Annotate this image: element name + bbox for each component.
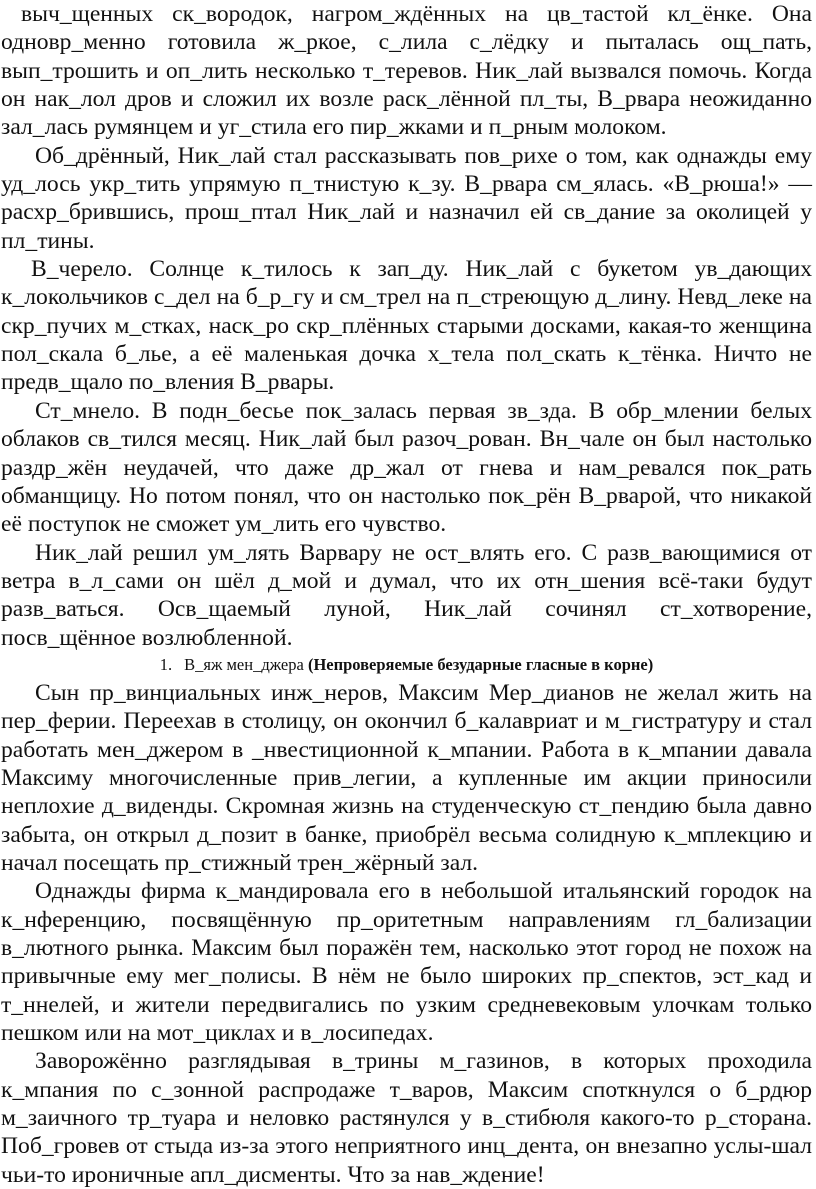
paragraph: Заворожённо разглядывая в_трины м_газинов, в которых проходила к_мпания по с_зонной распродаже т_варов, Максим споткнулся о б_рдюр м_заичного тр_туара и неловко растянулся у в_стибюля какого-то р_сторана. Поб_гровев от стыда из-за этого неприятного инц_дента, он внезапно услы-шал чьи-то ироничные апл_дисменты. Что за нав_ждение! xyxy=(1,1048,812,1188)
paragraph: Сын пр_винциальных инж_неров, Максим Мер_дианов не желал жить на пер_ферии. Переехав в столицу, он окончил б_калавриат и м_гистратуру и стал работать мен_джером в _нвестиционной к_мпании. Работа в к_мпании давала Максиму многочисленные прив_легии, а купленные им акции приносили неплохие д_виденды. Скромная жизнь на студенческую ст_пендию была давно забыта, он открыл д_позит в банке, приобрёл весьма солидную к_мплекцию и начал посещать пр_стижный трен_жёрный зал. xyxy=(1,679,812,876)
paragraph: выч_щенных ск_вородок, нагром_ждённых на цв_тастой кл_ёнке. Она одновр_менно готовила ж_ркое, с_лила с_лёдку и пыталась ощ_пать, вып_трошить и оп_лить несколько т_теревов. Ник_лай вызвался помочь. Когда он нак_лол дров и сложил их возле раск_лённой пл_ты, В_рвара неожиданно зал_лась румянцем и уг_стила его пир_жками и п_рным молоком. xyxy=(1,1,812,141)
section-number: 1. xyxy=(159,654,173,674)
section-heading xyxy=(1,654,812,676)
paragraph: Однажды фирма к_мандировала его в небольшой итальянский городок на к_нференцию, посвящённую пр_оритетным направлениям гл_бализации в_лютного рынка. Максим был поражён тем, насколько этот город не похож на привычные ему мег_полисы. В нём не было широких пр_спектов, эст_кад и т_ннелей, и жители передвигались по узким средневековым улочкам только пешком или на мот_циклах и в_лосипедах. xyxy=(1,878,812,1047)
section-rule: (Непроверяемые безударные гласные в корне) xyxy=(307,654,654,674)
paragraph: В_черело. Солнце к_тилось к зап_ду. Ник_лай с букетом ув_дающих к_локольчиков с_дел на б_р_гу и см_трел на п_стреющую д_лину. Невд_леке на скр_пучих м_стках, наск_ро скр_плённых старыми досками, какая-то женщина пол_скала б_лье, а её маленькая дочка х_тела пол_скать к_тёнка. Ничто не предв_щало по_вления В_рвары. xyxy=(1,256,812,396)
paragraph: Ст_мнело. В подн_бесье пок_залась первая зв_зда. В обр_млении белых облаков св_тился месяц. Ник_лай был разоч_рован. Вн_чале он был настолько раздр_жён неудачей, что даже др_жал от гнева и нам_ревался пок_рать обманщицу. Но потом понял, что он настолько пок_рён В_рварой, что никакой её поступок не сможет ум_лить его чувство. xyxy=(1,397,812,538)
paragraph: Ник_лай решил ум_лять Варвару не ост_влять его. С разв_вающимися от ветра в_л_сами он шёл д_мой и думал, что их отн_шения всё-таки будут разв_ваться. Осв_щаемый луной, Ник_лай сочинял ст_хотворение, посв_щённое возлюбленной. xyxy=(1,539,812,651)
section-title: В_яж мен_джера xyxy=(184,654,304,674)
paragraph: Об_дрённый, Ник_лай стал рассказывать пов_рихе о том, как однажды ему уд_лось укр_тить упрямую п_тнистую к_зу. В_рвара см_ялась. «В_рюша!» — расхр_брившись, прош_птал Ник_лай и назначил ей св_дание за околицей у пл_тины. xyxy=(1,142,812,254)
